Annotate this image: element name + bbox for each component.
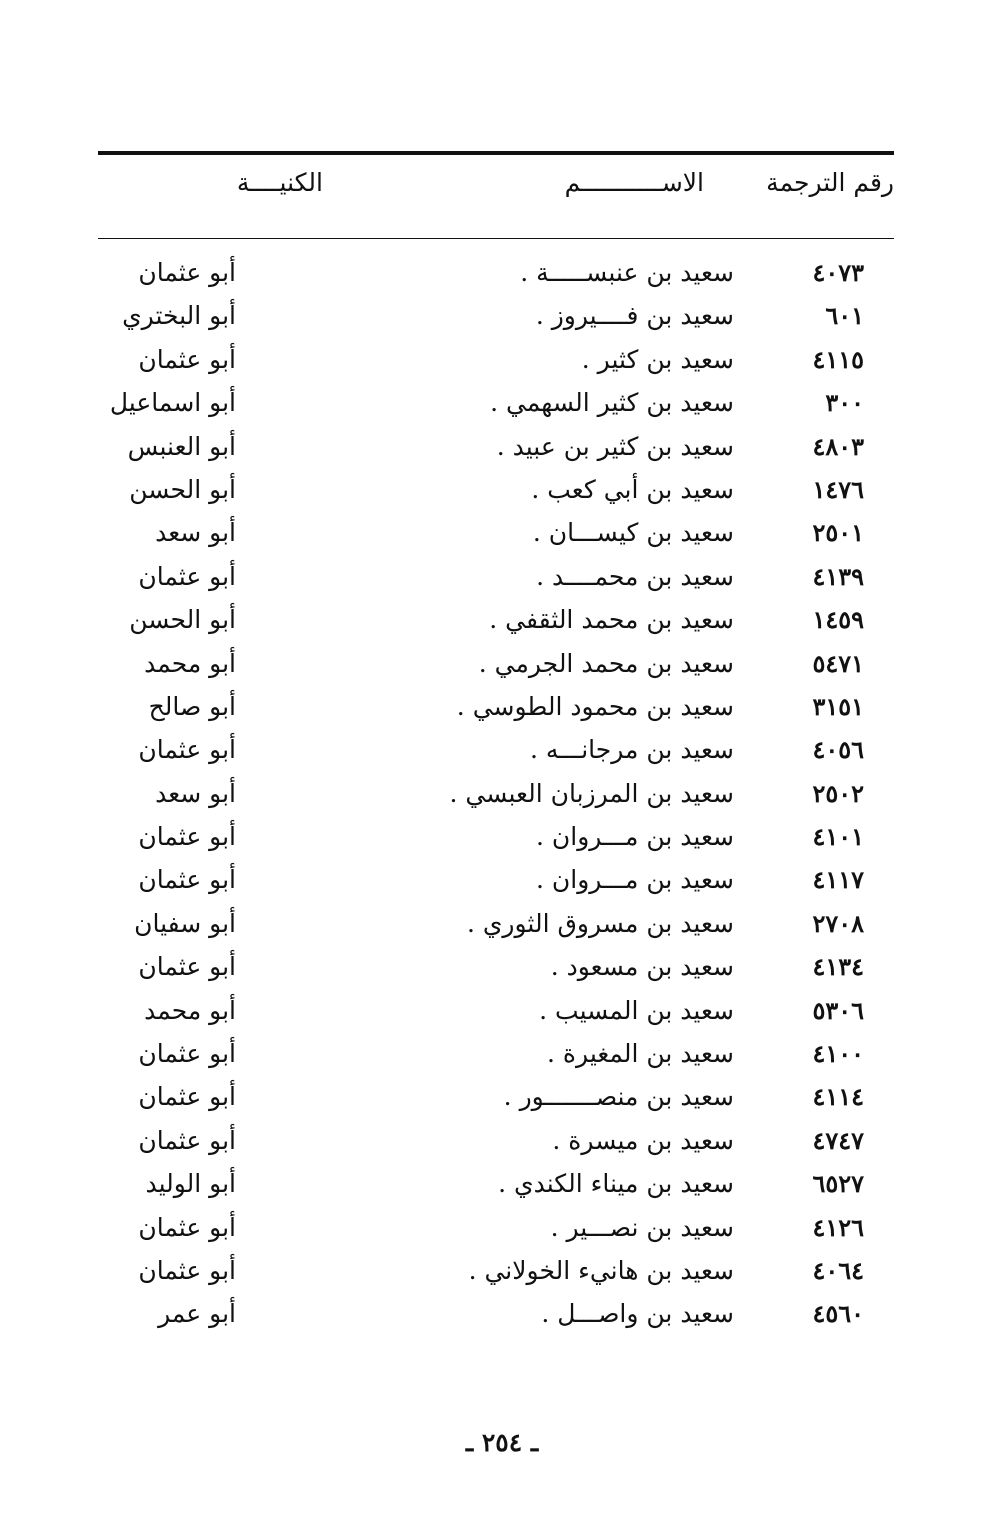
entry-kunya: أبو عثمان (138, 1039, 236, 1069)
entry-name: سعيد بن المرزبان العبسي . (449, 778, 734, 808)
entry-kunya: أبو عثمان (138, 1212, 236, 1242)
table-row (98, 1162, 894, 1205)
entry-number: ٤١١٧ (812, 865, 864, 895)
entry-kunya: أبو عثمان (138, 1082, 236, 1112)
entry-number: ٦٥٢٧ (812, 1169, 864, 1199)
entry-kunya: أبو البختري (122, 301, 236, 331)
entry-kunya: أبو صالح (148, 691, 236, 721)
entry-number: ٤١١٤ (812, 1082, 864, 1112)
entry-name: سعيد بن المغيرة . (547, 1039, 734, 1069)
entry-kunya: أبو سعد (155, 778, 236, 808)
entry-kunya: أبو عثمان (138, 1255, 236, 1285)
entry-number: ٢٧٠٨ (812, 908, 864, 938)
entry-number: ٤١٣٤ (812, 952, 864, 982)
entry-kunya: أبو عثمان (138, 865, 236, 895)
entry-number: ٦٠١ (825, 301, 864, 331)
entry-number: ١٤٧٦ (812, 474, 864, 504)
entry-number: ٤٥٦٠ (812, 1299, 864, 1329)
table-row (98, 1075, 894, 1118)
entry-name: سعيد بن مـــروان . (536, 822, 734, 852)
table-row (98, 511, 894, 554)
entry-name: سعيد بن مسعود . (550, 952, 734, 982)
entry-number: ٤٠٧٣ (812, 258, 864, 287)
entry-number: ٢٥٠٢ (812, 778, 864, 808)
table-row (98, 685, 894, 728)
header-kunya: الكنيــــة (236, 168, 323, 197)
entry-name: سعيد بن ميناء الكندي . (498, 1169, 734, 1199)
table-header (98, 168, 894, 218)
entry-name: سعيد بن كيســـان . (532, 518, 734, 548)
entry-kunya: أبو سعد (155, 518, 236, 548)
entry-kunya: أبو محمد (144, 648, 236, 678)
entry-name: سعيد بن عنبســـــة . (520, 258, 734, 287)
entry-kunya: أبو الحسن (129, 605, 236, 635)
entry-name: سعيد بن أبي كعب . (531, 474, 734, 504)
entry-name: سعيد بن ميسرة . (552, 1125, 734, 1155)
entry-kunya: أبو الوليد (145, 1169, 236, 1199)
entry-number: ٤٨٠٣ (812, 431, 864, 461)
entry-number: ٥٤٧١ (812, 648, 864, 678)
table-row (98, 1119, 894, 1162)
table-row (98, 555, 894, 598)
entry-name: سعيد بن محمد الثقفي . (489, 605, 734, 635)
entry-name: سعيد بن محمد الجرمي . (478, 648, 734, 678)
top-rule (98, 151, 894, 155)
entry-kunya: أبو عثمان (138, 1125, 236, 1155)
entry-number: ٥٣٠٦ (812, 995, 864, 1025)
entry-number: ٤١٢٦ (812, 1212, 864, 1242)
entry-number: ٤١٠١ (812, 822, 864, 852)
entry-name: سعيد بن كثير السهمي . (490, 388, 734, 418)
header-number: رقم الترجمة (766, 168, 894, 197)
entry-number: ٣١٥١ (812, 691, 864, 721)
table-row (98, 251, 894, 294)
entry-number: ١٤٥٩ (812, 605, 864, 635)
table-row (98, 1032, 894, 1075)
table-row (98, 728, 894, 771)
entry-name: سعيد بن مسروق الثوري . (466, 908, 734, 938)
entry-number: ٤١٠٠ (812, 1039, 864, 1069)
page-number: ـ ٢٥٤ ـ (465, 1428, 539, 1457)
entry-kunya: أبو عثمان (138, 952, 236, 982)
entry-kunya: أبو عثمان (138, 561, 236, 591)
table-row (98, 1249, 894, 1292)
entry-name: سعيد بن فــــيروز . (535, 301, 734, 331)
table-row (98, 772, 894, 815)
entry-kunya: أبو العنبس (127, 431, 236, 461)
table-row (98, 381, 894, 424)
header-name: الاســـــــــــم (564, 168, 704, 197)
table-row (98, 945, 894, 988)
entry-kunya: أبو محمد (144, 995, 236, 1025)
entry-number: ٤٠٦٤ (812, 1255, 864, 1285)
entry-kunya: أبو عثمان (138, 258, 236, 287)
table-body (98, 251, 894, 1336)
table-row (98, 858, 894, 901)
entry-name: سعيد بن محمــــد . (536, 561, 734, 591)
entry-name: سعيد بن كثير . (581, 344, 734, 374)
entry-name: سعيد بن كثير بن عبيد . (496, 431, 734, 461)
entry-number: ٤١٣٩ (812, 561, 864, 591)
entry-kunya: أبو عثمان (138, 344, 236, 374)
entry-number: ٤٧٤٧ (812, 1125, 864, 1155)
entry-name: سعيد بن المسيب . (539, 995, 734, 1025)
table-row (98, 1206, 894, 1249)
table-row (98, 815, 894, 858)
table-row (98, 598, 894, 641)
header-rule (98, 238, 894, 239)
entry-name: سعيد بن محمود الطوسي . (456, 691, 734, 721)
table-row (98, 468, 894, 511)
entry-kunya: أبو سفيان (134, 908, 236, 938)
table-row (98, 338, 894, 381)
table-row (98, 1292, 894, 1335)
entry-name: سعيد بن واصـــل . (541, 1299, 734, 1329)
table-row (98, 294, 894, 337)
entry-name: سعيد بن مرجانـــه . (529, 735, 734, 765)
entry-name: سعيد بن هانيء الخولاني . (468, 1255, 734, 1285)
entry-kunya: أبو عثمان (138, 822, 236, 852)
entry-kunya: أبو عثمان (138, 735, 236, 765)
entry-kunya: أبو عمر (158, 1299, 236, 1329)
entry-name: سعيد بن منصـــــــور . (503, 1082, 734, 1112)
entry-kunya: أبو اسماعيل (109, 388, 236, 418)
entry-number: ٤١١٥ (812, 344, 864, 374)
table-row (98, 902, 894, 945)
entry-name: سعيد بن نصـــير . (550, 1212, 734, 1242)
table-row (98, 642, 894, 685)
table-row (98, 989, 894, 1032)
entry-name: سعيد بن مـــروان . (536, 865, 734, 895)
entry-number: ٣٠٠ (825, 388, 864, 418)
entry-number: ٤٠٥٦ (812, 735, 864, 765)
entry-number: ٢٥٠١ (812, 518, 864, 548)
table-row (98, 425, 894, 468)
entry-kunya: أبو الحسن (129, 474, 236, 504)
